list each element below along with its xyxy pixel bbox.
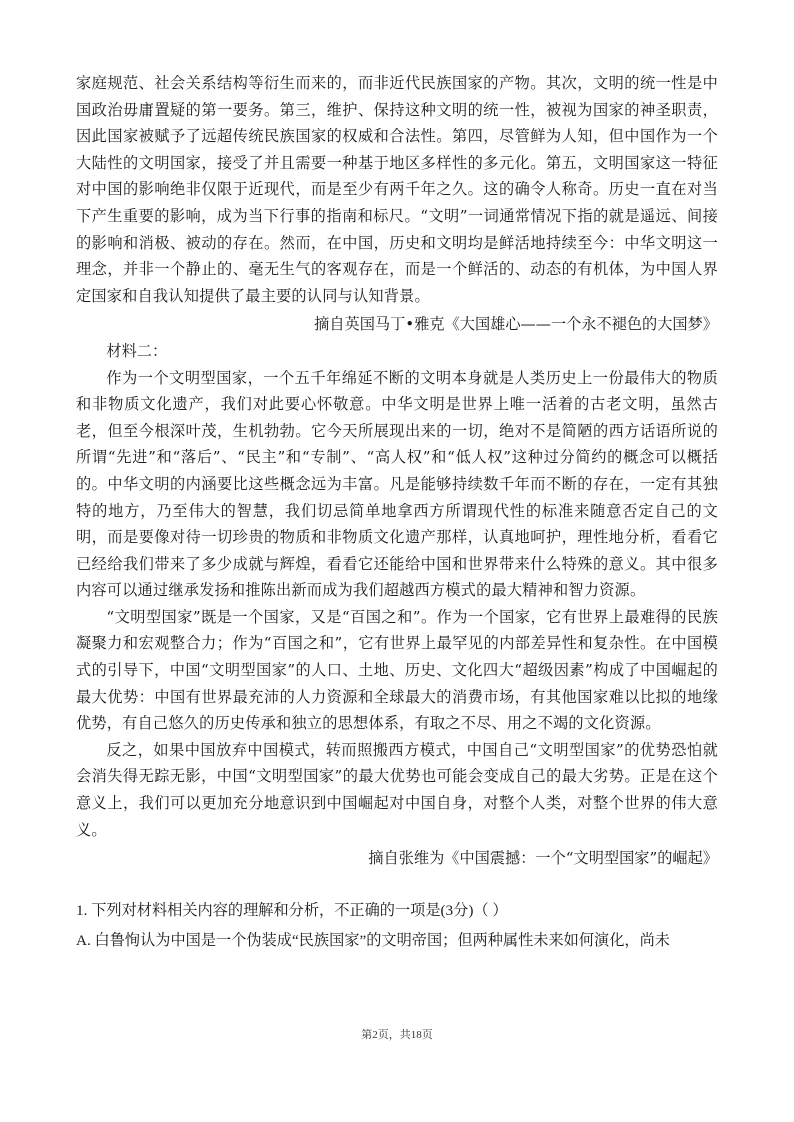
page-number-footer: 第2页，共18页 [361,1029,433,1041]
material2-paragraph-1: 作为一个文明型国家，一个五千年绵延不断的文明本身就是人类历史上一份最伟大的物质和非物质文化遗产，我们对此要心怀敬意。中华文明是世界上唯一活着的古老文明，虽然古老，但至今根深叶茂，生机勃勃。它今天所展现出来的一切，绝对不是简陋的西方话语所说的所谓“先进”和“落后”、“民主”和“专制”、“高人权”和“低人权”这种过分简约的概念可以概括的。中华文明的内涵要比这些概念远为丰富。凡是能够持续数千年而不断的存在，一定有其独特的地方，乃至伟大的智慧，我们切忌简单地拿西方所谓现代性的标准来随意否定自己的文明，而是要像对待一切珍贵的物质和非物质文化遗产那样，认真地呵护，理性地分析，看看它已经给我们带来了多少成就与辉煌，看看它还能给中国和世界带来什么特殊的意义。其中很多内容可以通过继承发扬和推陈出新而成为我们超越西方模式的最大精神和智力资源。 [76,368,718,600]
material2-paragraph-3: 反之，如果中国放弃中国模式，转而照搬西方模式，中国自己“文明型国家”的优势恐怕就会消失得无踪无影，中国“文明型国家”的最大优势也可能会变成自己的最大劣势。正是在这个意义上，我们可以更加充分地意识到中国崛起对中国自身，对整个人类，对整个世界的伟大意义。 [76,740,718,839]
document-page [76,70,718,955]
question-1-option-a: A. 白鲁恂认为中国是一个伪装成“民族国家”的文明帝国；但两种属性未来如何演化，尚未 [76,932,670,950]
question-1-stem: 1. 下列对材料相关内容的理解和分析，不正确的一项是(3分)（ ） [76,901,508,919]
material2-label: 材料二： [106,341,168,360]
material1-paragraph-continued: 家庭规范、社会关系结构等衍生而来的，而非近代民族国家的产物。其次，文明的统一性是中国政治毋庸置疑的第一要务。第三，维护、保持这种文明的统一性，被视为国家的神圣职责，因此国家被赋予了远超传统民族国家的权威和合法性。第四，尽管鲜为人知，但中国作为一个大陆性的文明国家，接受了并且需要一种基于地区多样性的多元化。第五，文明国家这一特征对中国的影响绝非仅限于近现代，而是至少有两千年之久。这的确令人称奇。历史一直在对当下产生重要的影响，成为当下行事的指南和标尺。“文明”一词通常情况下指的就是遥远、间接的影响和消极、被动的存在。然而，在中国，历史和文明均是鲜活地持续至今：中华文明这一理念，并非一个静止的、毫无生气的客观存在，而是一个鲜活的、动态的有机体，为中国人界定国家和自我认知提供了最主要的认同与认知背景。 [76,74,718,305]
material2-paragraph-2: “文明型国家”既是一个国家，又是“百国之和”。作为一个国家，它有世界上最难得的民族凝聚力和宏观整合力；作为“百国之和”，它有世界上最罕见的内部差异性和复杂性。在中国模式的引导下，中国“文明型国家”的人口、土地、历史、文化四大“超级因素”构成了中国崛起的最大优势：中国有世界最充沛的人力资源和全球最大的消费市场，有其他国家难以比拟的地缘优势，有自己悠久的历史传承和独立的思想体系，有取之不尽、用之不竭的文化资源。 [76,607,718,733]
material2-source: 摘自张维为《中国震撼：一个“文明型国家”的崛起》 [368,849,718,868]
material1-source: 摘自英国马丁•雅克《大国雄心——一个永不褪色的大国梦》 [314,315,718,334]
